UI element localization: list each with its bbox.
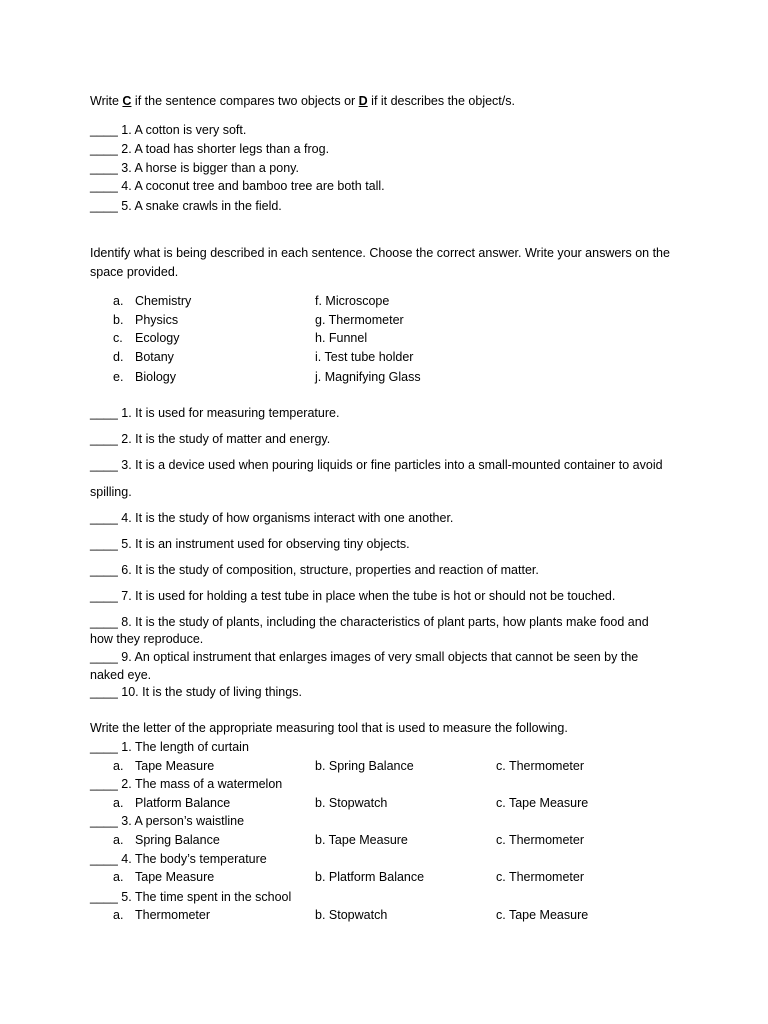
section2-item: ____ 9. An optical instrument that enlarges images of very small objects that cannot be seen by the <box>90 650 639 664</box>
section1-item: ____ 1. A cotton is very soft. <box>90 123 247 137</box>
option-a: Tape Measure <box>135 759 215 773</box>
instruction-text: if it describes the object/s. <box>367 94 515 108</box>
question: ____ 4. The body’s temperature <box>90 852 267 866</box>
option-b: b. Stopwatch <box>315 908 388 922</box>
letter-c: C <box>122 94 132 108</box>
option-letter: a. <box>113 870 124 884</box>
option-c: c. Thermometer <box>496 759 584 773</box>
option-b: b. Platform Balance <box>315 870 425 884</box>
option-c: c. Tape Measure <box>496 908 589 922</box>
letter-d: D <box>358 94 368 108</box>
instruction-text: if the sentence compares two objects or <box>131 94 359 108</box>
section1-item: ____ 3. A horse is bigger than a pony. <box>90 161 299 175</box>
section3-instruction: Write the letter of the appropriate measuring tool that is used to measure the following. <box>90 721 568 735</box>
section2-item: ____ 8. It is the study of plants, including the characteristics of plant parts, how plants make food and <box>90 615 649 629</box>
choice-text: Botany <box>135 350 174 364</box>
section2-item: ____ 6. It is the study of composition, structure, properties and reaction of matter. <box>90 563 539 577</box>
choice-right: h. Funnel <box>315 331 368 345</box>
section2-item: ____ 10. It is the study of living things. <box>90 685 302 699</box>
question: ____ 5. The time spent in the school <box>90 890 292 904</box>
option-a: Tape Measure <box>135 870 215 884</box>
option-letter: a. <box>113 833 124 847</box>
option-letter: a. <box>113 796 124 810</box>
option-a: Spring Balance <box>135 833 220 847</box>
section2-instruction: space provided. <box>90 265 179 279</box>
option-b: b. Spring Balance <box>315 759 414 773</box>
section2-item: ____ 7. It is used for holding a test tube in place when the tube is hot or should not be touched. <box>90 589 616 603</box>
section2-item: ____ 5. It is an instrument used for observing tiny objects. <box>90 537 410 551</box>
section2-item-cont: how they reproduce. <box>90 632 204 646</box>
choice-letter: d. <box>113 350 124 364</box>
choice-letter: b. <box>113 313 124 327</box>
section2-item-cont: naked eye. <box>90 668 152 682</box>
section1-item: ____ 4. A coconut tree and bamboo tree are both tall. <box>90 179 385 193</box>
choice-text: Ecology <box>135 331 180 345</box>
question: ____ 1. The length of curtain <box>90 740 249 754</box>
section2-item: ____ 4. It is the study of how organisms interact with one another. <box>90 511 454 525</box>
section2-item: ____ 2. It is the study of matter and energy. <box>90 432 331 446</box>
choice-letter: e. <box>113 370 124 384</box>
option-a: Thermometer <box>135 908 211 922</box>
choice-letter: c. <box>113 331 123 345</box>
option-c: c. Tape Measure <box>496 796 589 810</box>
option-c: c. Thermometer <box>496 833 584 847</box>
question: ____ 2. The mass of a watermelon <box>90 777 283 791</box>
section1-instruction <box>90 94 515 109</box>
option-b: b. Stopwatch <box>315 796 388 810</box>
section1-item: ____ 2. A toad has shorter legs than a frog. <box>90 142 330 156</box>
section1-item: ____ 5. A snake crawls in the field. <box>90 199 282 213</box>
choice-right: g. Thermometer <box>315 313 404 327</box>
option-a: Platform Balance <box>135 796 231 810</box>
choice-text: Biology <box>135 370 176 384</box>
choice-text: Physics <box>135 313 179 327</box>
choice-right: f. Microscope <box>315 294 390 308</box>
choice-letter: a. <box>113 294 124 308</box>
choice-right: i. Test tube holder <box>315 350 414 364</box>
section2-item-cont: spilling. <box>90 485 132 499</box>
option-letter: a. <box>113 908 124 922</box>
option-letter: a. <box>113 759 124 773</box>
section2-item: ____ 3. It is a device used when pouring liquids or fine particles into a small-mounted container to avoid <box>90 458 663 472</box>
option-c: c. Thermometer <box>496 870 584 884</box>
choice-right: j. Magnifying Glass <box>315 370 421 384</box>
choice-text: Chemistry <box>135 294 192 308</box>
question: ____ 3. A person’s waistline <box>90 814 245 828</box>
instruction-text: Write <box>90 94 123 108</box>
section2-item: ____ 1. It is used for measuring temperature. <box>90 406 340 420</box>
section2-instruction: Identify what is being described in each sentence. Choose the correct answer. Write your answers on the <box>90 246 670 260</box>
option-b: b. Tape Measure <box>315 833 408 847</box>
